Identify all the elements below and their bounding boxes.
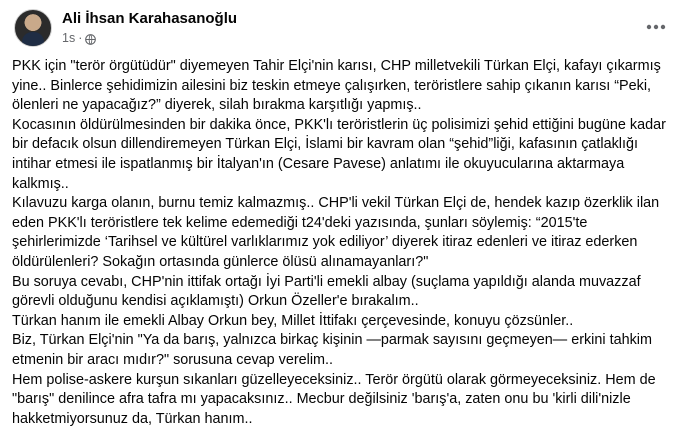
post-paragraph: Biz, Türkan Elçi'nin "Ya da barış, yalnızca birkaç kişinin —parmak sayısını geçmeyen— erkini tahkim etmenin bir aracı mıdır?" sorusuna cevap verelim..: [12, 332, 652, 368]
post-subline: [62, 30, 237, 46]
avatar[interactable]: [14, 9, 52, 47]
post-timestamp[interactable]: 1s: [62, 31, 76, 45]
more-horizontal-icon: [646, 14, 666, 35]
post-header: [14, 6, 237, 50]
post-paragraph: Bu soruya cevabı, CHP'nin ittifak ortağı İyi Parti'li emekli albay (suçlama yapıldığı alanda muvazzaf görevli olduğunu kendisi açıklamıştı) Orkun Özeller'e bırakalım..: [12, 273, 641, 310]
post-paragraph: Kocasının öldürülmesinden bir dakika önce, PKK'lı teröristlerin üç polisimizi şehid ettiğini bugüne kadar bir defacık olsun dillendiremeyen Türkan Elçi, İslami bir kavram olan “şehid”liği, kafasının çatlaklığı intihar etmesi ile ispatlanmış bir İtalyan'ın (Cesare Pavese) anlatımı ile okuyucularına aktarmaya kalkmış..: [12, 116, 666, 192]
post-paragraph: Türkan hanım ile emekli Albay Orkun bey, Millet İttifakı çerçevesinde, konuyu çözsünler..: [12, 312, 574, 329]
separator-dot: ·: [78, 31, 83, 45]
post-paragraph: Kılavuzu karga olanın, burnu temiz kalmazmış.. CHP'li vekil Türkan Elçi de, hendek kazıp özerklik ilan eden PKK'lı teröristlere tek kelime edemediği t24'deki yazısında, şunları söylemiş: “2015'te şehirlerimizde ‘Tarihsel ve kültürel varlıklarımız yok ediliyor’ diyerek itiraz edenleri ve itiraz ederken öldürülenleri? Sokağın ortasında günlerce ölüsü alınamayanları?": [12, 195, 660, 270]
globe-icon: [85, 33, 96, 44]
post-paragraph: PKK için "terör örgütüdür" diyemeyen Tahir Elçi'nin karısı, CHP milletvekili Türkan Elçi, kafayı çıkarmış yine.. Binlerce şehidimizin ailesini biz teskin etmeye çalışırken, teröristlere sahip çıkanın karısı “Peki, ölenleri ne yapacağız?” diyerek, silah bırakma karşıtlığı yapmış..: [12, 58, 661, 114]
post-body: [12, 57, 676, 429]
post-paragraph: Hem polise-askere kurşun sıkanları güzelleyeceksiniz.. Terör örgütü olarak görmeyeceksiniz. Hem de "barış" denilince afra tafra mı yapacaksınız.. Mecbur değilsiniz 'barış'a, zaten onu bu 'kirli dili'nizle hakketmiyorsunuz da, Türkan hanım..: [12, 371, 656, 427]
post-meta: [62, 10, 237, 46]
author-name[interactable]: Ali İhsan Karahasanoğlu: [62, 10, 238, 27]
more-options-button[interactable]: [642, 10, 670, 38]
